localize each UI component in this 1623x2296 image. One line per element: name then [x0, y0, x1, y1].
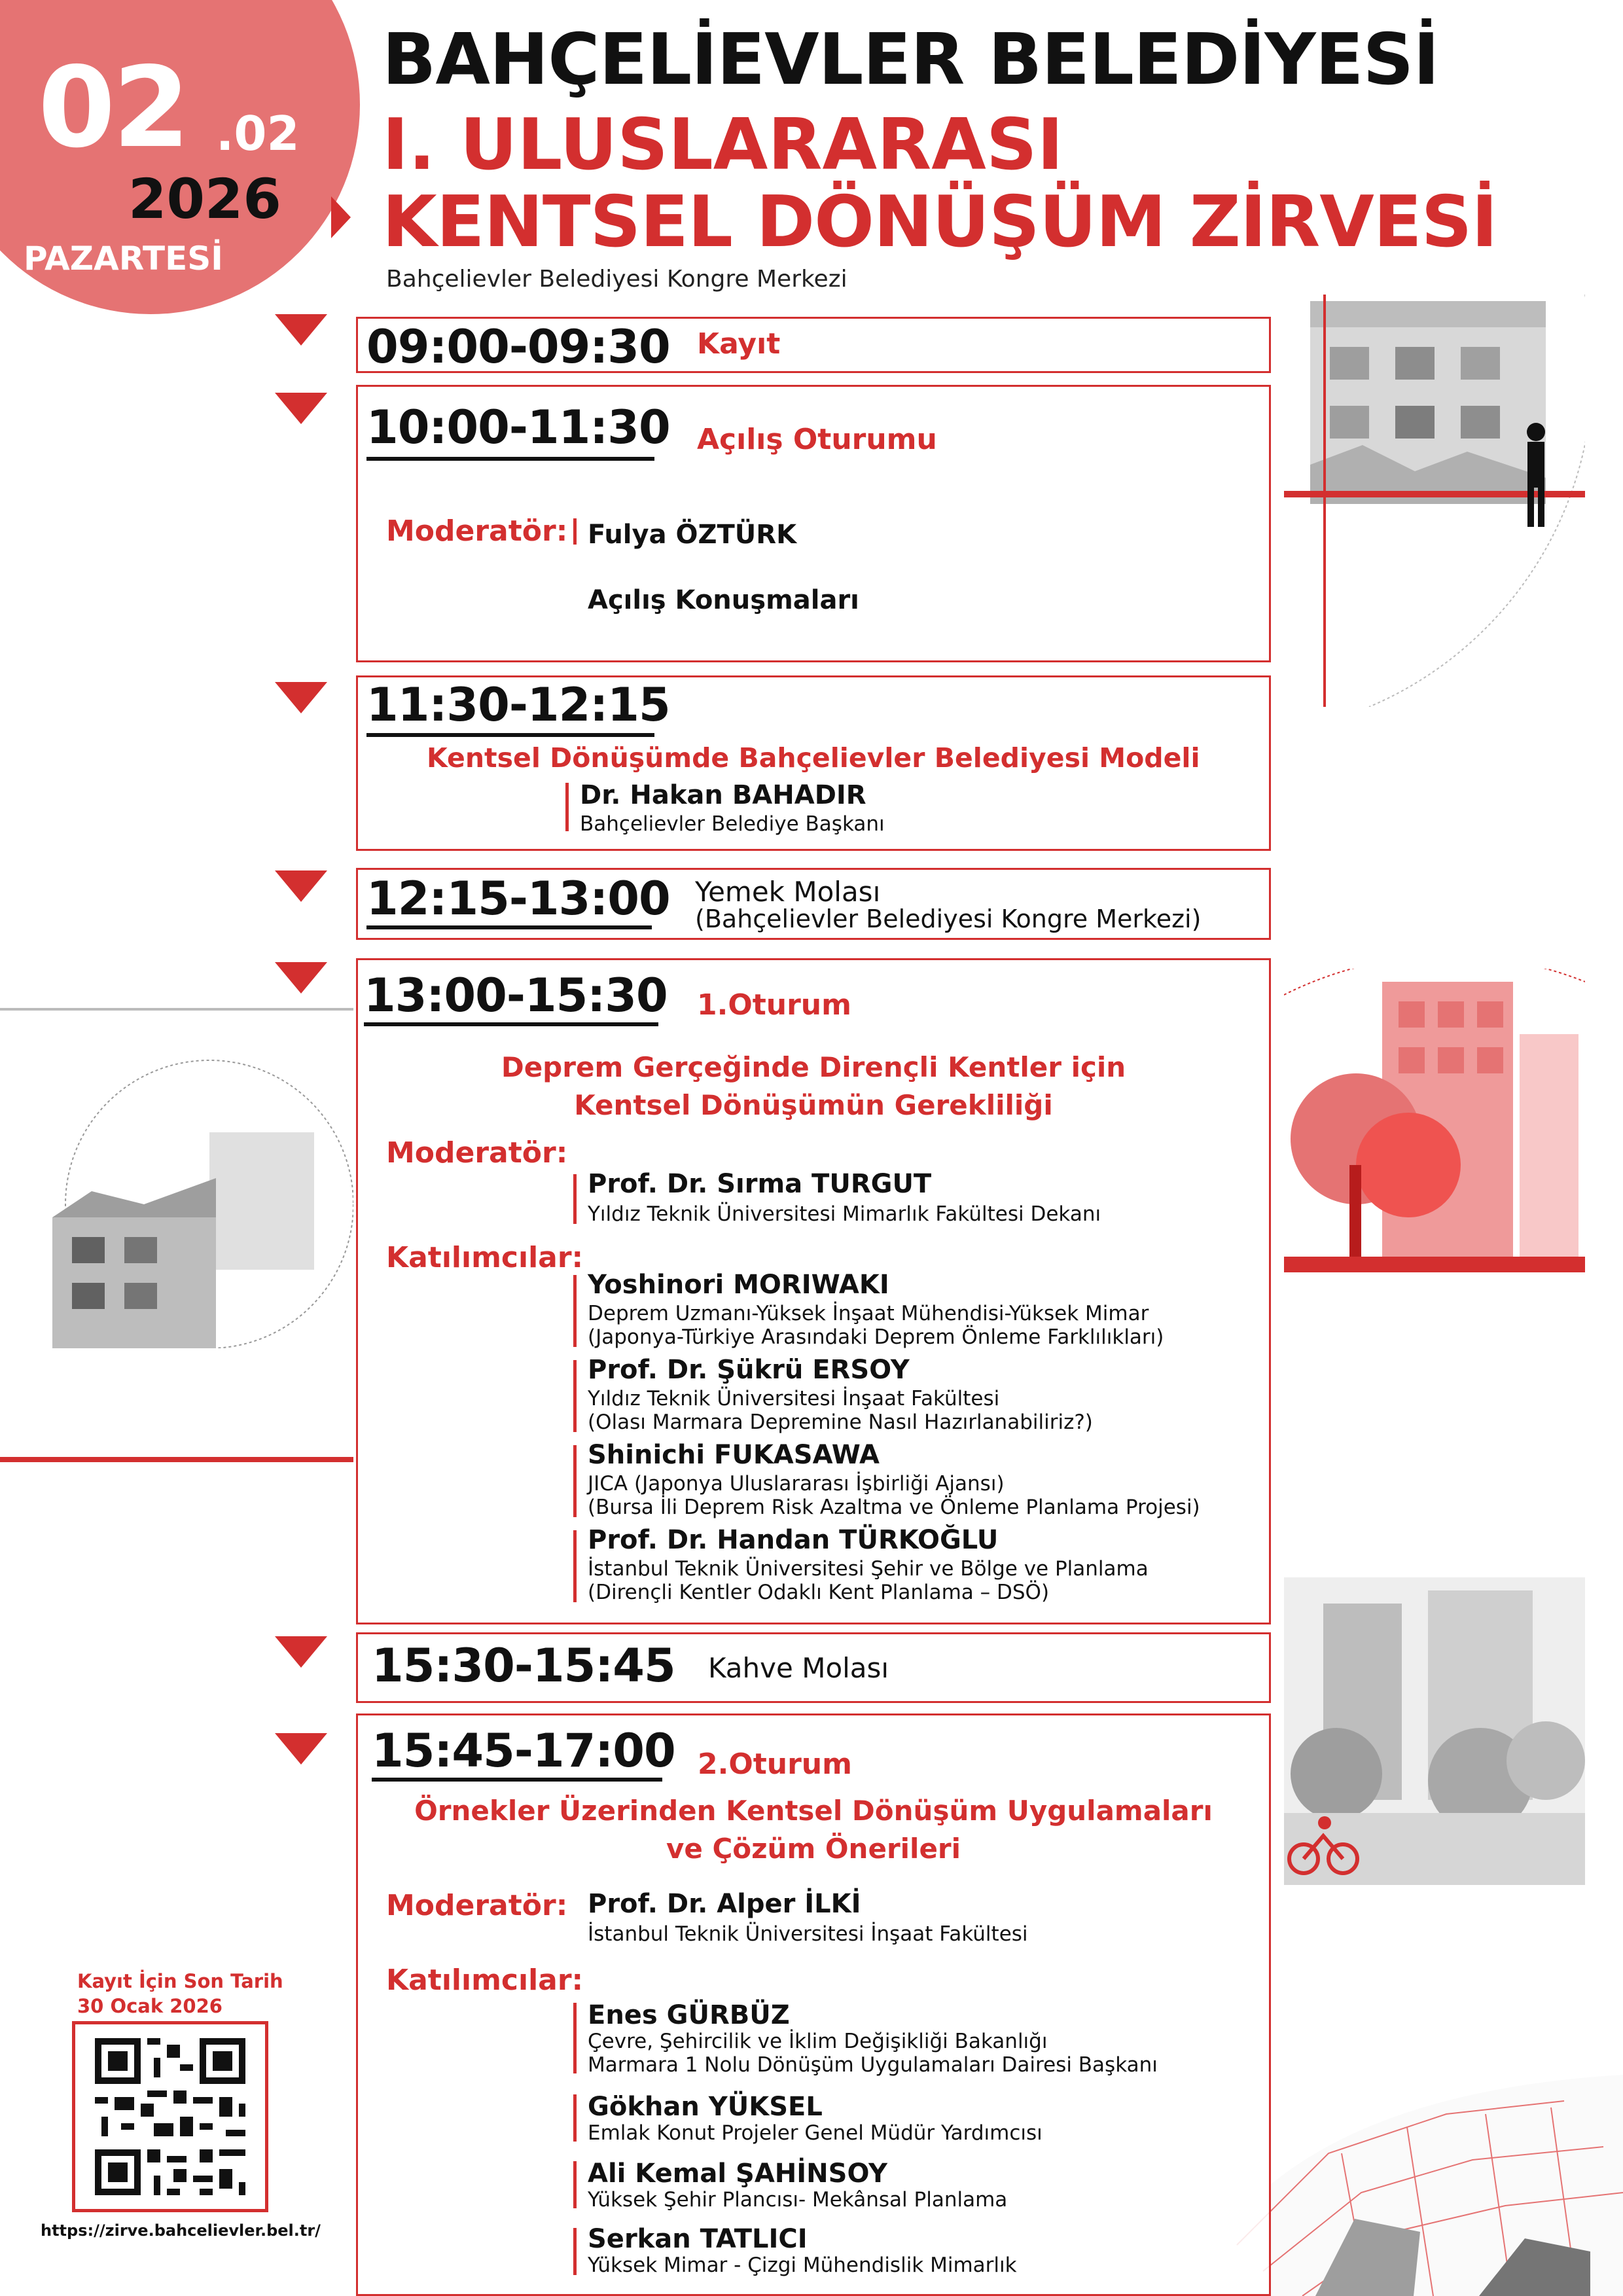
- separator-bar: [573, 1275, 577, 1347]
- session-5-topic-1: Deprem Gerçeğinde Dirençli Kentler için: [501, 1051, 1126, 1083]
- separator-bar: [573, 1530, 577, 1602]
- date-weekday: PAZARTESİ: [24, 240, 223, 278]
- participant-role: Yüksek Mimar - Çizgi Mühendislik Mimarlık: [588, 2253, 1017, 2277]
- participant-role: Emlak Konut Projeler Genel Müdür Yardımcısı: [588, 2121, 1043, 2145]
- participant-name: Shinichi FUKASAWA: [588, 1440, 880, 1470]
- separator-bar: [573, 2094, 577, 2142]
- participant-name: Yoshinori MORIWAKI: [588, 1270, 889, 1300]
- separator-bar: [573, 2161, 577, 2208]
- session-6-title: Kahve Molası: [708, 1652, 889, 1684]
- speaker-name: Dr. Hakan BAHADIR: [580, 780, 866, 810]
- date-year: 2026: [128, 167, 281, 231]
- session-4-time: 12:15-13:00: [366, 872, 670, 925]
- participant-name: Enes GÜRBÜZ: [588, 2000, 790, 2030]
- time-underline: [366, 457, 654, 461]
- separator-bar: [573, 1174, 577, 1224]
- participant-name: Prof. Dr. Şükrü ERSOY: [588, 1355, 910, 1385]
- red-rule-left: [0, 1457, 353, 1462]
- image-grey-city: [1284, 1577, 1585, 1885]
- participant-role: İstanbul Teknik Üniversitesi Şehir ve Bölge ve Planlama: [588, 1557, 1149, 1581]
- triangle-down-icon: [275, 1636, 327, 1668]
- triangle-down-icon: [275, 314, 327, 346]
- session-5-time: 13:00-15:30: [364, 969, 668, 1022]
- session-7-topic-2: ve Çözüm Önerileri: [666, 1833, 961, 1865]
- participant-name: Gökhan YÜKSEL: [588, 2092, 823, 2122]
- moderator-role: Yıldız Teknik Üniversitesi Mimarlık Fakültesi Dekanı: [588, 1202, 1101, 1226]
- session-3-title: Kentsel Dönüşümde Bahçelievler Belediyesi Modeli: [427, 742, 1200, 774]
- separator-bar: [573, 518, 577, 545]
- session-4-title: Yemek Molası: [695, 876, 881, 908]
- title-line-3: KENTSEL DÖNÜŞÜM ZİRVESİ: [382, 181, 1497, 263]
- image-red-buildings: [1284, 969, 1585, 1309]
- triangle-down-icon: [275, 1733, 327, 1765]
- time-underline: [364, 1022, 658, 1026]
- date-day: 02: [38, 43, 188, 173]
- time-underline: [372, 1778, 662, 1782]
- time-underline: [366, 925, 652, 929]
- separator-bar: [573, 1360, 577, 1432]
- moderator-label: Moderatör:: [386, 514, 568, 548]
- registration-url[interactable]: https://zirve.bahcelievler.bel.tr/: [41, 2221, 321, 2240]
- moderator-name: Fulya ÖZTÜRK: [588, 520, 797, 550]
- participant-name: Ali Kemal ŞAHİNSOY: [588, 2159, 887, 2189]
- session-6-time: 15:30-15:45: [372, 1639, 675, 1693]
- session-4-subtitle: (Bahçelievler Belediyesi Kongre Merkezi): [695, 905, 1202, 933]
- participant-role: Çevre, Şehircilik ve İklim Değişikliği Bakanlığı: [588, 2030, 1048, 2053]
- separator-bar: [573, 1445, 577, 1517]
- image-collapsed-building: [0, 1008, 353, 1348]
- session-1-title: Kayıt: [697, 327, 781, 361]
- separator-bar: [573, 2228, 577, 2275]
- session-7-title: 2.Oturum: [698, 1748, 852, 1781]
- speaker-role: Bahçelievler Belediye Başkanı: [580, 812, 885, 836]
- triangle-down-icon: [275, 682, 327, 713]
- triangle-down-icon: [275, 870, 327, 902]
- participant-role: Deprem Uzmanı-Yüksek İnşaat Mühendisi-Yüksek Mimar: [588, 1302, 1149, 1325]
- session-2-title: Açılış Oturumu: [697, 423, 937, 456]
- moderator-label: Moderatör:: [386, 1889, 568, 1922]
- participant-role: JICA (Japonya Uluslararası İşbirliği Ajansı): [588, 1472, 1005, 1496]
- qr-code[interactable]: [72, 2021, 268, 2212]
- participant-topic: (Dirençli Kentler Odaklı Kent Planlama – DSÖ): [588, 1581, 1050, 1604]
- participant-topic: (Olası Marmara Depremine Nasıl Hazırlanabiliriz?): [588, 1410, 1093, 1434]
- venue: Bahçelievler Belediyesi Kongre Merkezi: [386, 266, 847, 293]
- image-demolished-building: [1284, 295, 1585, 707]
- participants-label: Katılımcılar:: [386, 1241, 584, 1274]
- deadline-label: Kayıt İçin Son Tarih: [77, 1970, 283, 1992]
- session-5-topic-2: Kentsel Dönüşümün Gerekliliği: [574, 1089, 1053, 1121]
- moderator-role: İstanbul Teknik Üniversitesi İnşaat Fakültesi: [588, 1922, 1028, 1946]
- deadline-date: 30 Ocak 2026: [77, 1995, 223, 2017]
- moderator-name: Prof. Dr. Alper İLKİ: [588, 1889, 861, 1919]
- moderator-name: Prof. Dr. Sırma TURGUT: [588, 1169, 932, 1199]
- title-line-2: I. ULUSLARARASI: [382, 104, 1063, 186]
- participant-name: Serkan TATLICI: [588, 2224, 808, 2254]
- time-underline: [366, 733, 654, 737]
- session-1-time: 09:00-09:30: [366, 320, 670, 374]
- participant-name: Prof. Dr. Handan TÜRKOĞLU: [588, 1525, 999, 1555]
- participants-label: Katılımcılar:: [386, 1964, 584, 1997]
- participant-role-2: Marmara 1 Nolu Dönüşüm Uygulamaları Dairesi Başkanı: [588, 2053, 1158, 2077]
- participant-topic: (Japonya-Türkiye Arasındaki Deprem Önleme Farklılıkları): [588, 1325, 1164, 1349]
- participant-role: Yüksek Şehir Plancısı- Mekânsal Planlama: [588, 2188, 1008, 2212]
- session-2-time: 10:00-11:30: [366, 401, 670, 454]
- moderator-label: Moderatör:: [386, 1136, 568, 1170]
- header-arrow-icon: [331, 196, 351, 238]
- session-3-time: 11:30-12:15: [366, 678, 670, 732]
- date-month: .02: [216, 106, 300, 161]
- title-line-1: BAHÇELİEVLER BELEDİYESİ: [382, 19, 1439, 101]
- participant-topic: (Bursa İli Deprem Risk Azaltma ve Önleme Planlama Projesi): [588, 1496, 1200, 1519]
- session-7-time: 15:45-17:00: [372, 1724, 675, 1778]
- session-5-title: 1.Oturum: [697, 988, 851, 1022]
- separator-bar: [573, 2003, 577, 2073]
- separator-bar: [565, 783, 569, 831]
- participant-role: Yıldız Teknik Üniversitesi İnşaat Fakültesi: [588, 1387, 1000, 1410]
- session-7-topic-1: Örnekler Üzerinden Kentsel Dönüşüm Uygulamaları: [414, 1795, 1213, 1827]
- session-2-item: Açılış Konuşmaları: [588, 585, 859, 615]
- triangle-down-icon: [275, 962, 327, 994]
- triangle-down-icon: [275, 393, 327, 424]
